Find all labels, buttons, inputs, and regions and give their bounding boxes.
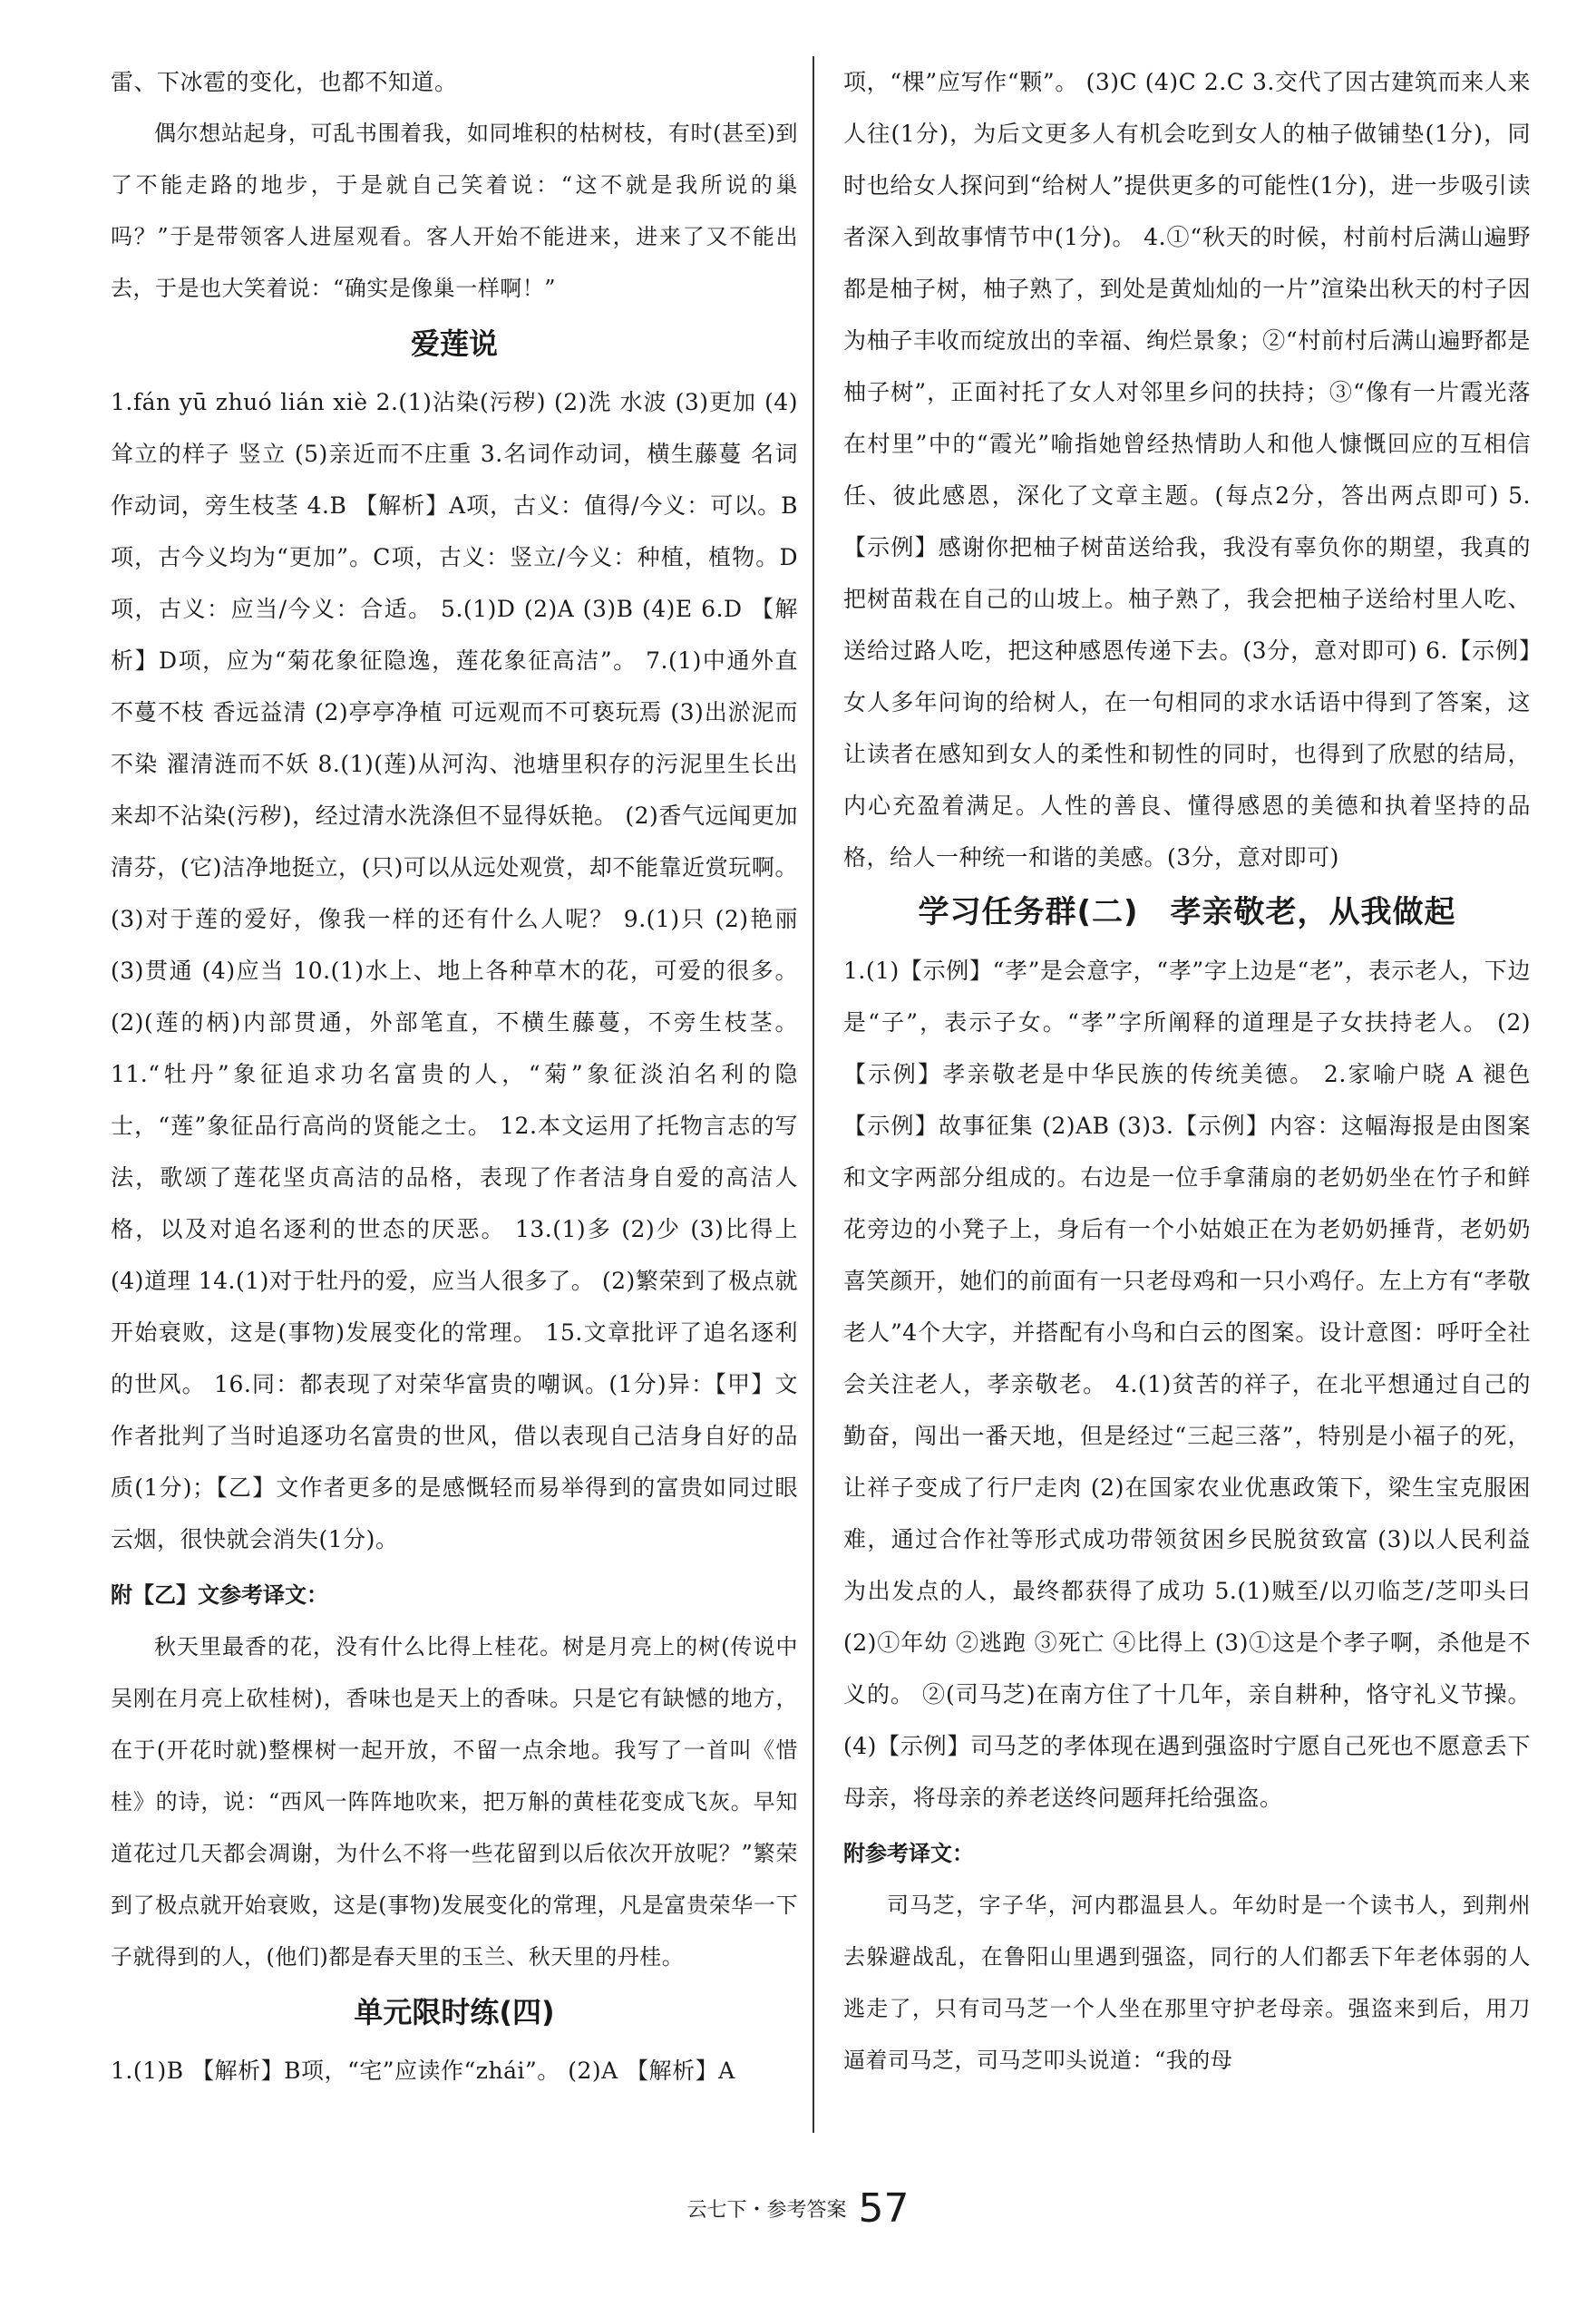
footer-label: 云七下・参考答案 [686,2199,847,2222]
answer-paragraph: 1.(1)B 【解析】B项，“宅”应读作“zhái”。 (2)A 【解析】A [111,2058,735,2084]
answer-paragraph: 1.fán yū zhuó lián xiè 2.(1)沾染(污秽) (2)洗 水波 (3)更加 (4)耸立的样子 竖立 (5)亲近而不庄重 3.名词作动词，横生藤蔓 名词作动词，旁生枝茎 4.B 【解析】A项，古义：值得/今义：可以。B项，古今义均为“更加”。C项，古义：竖立/今义：种植，植物。D项，古义：应当/今义：合适。 5.(1)D (2)A (3)B (4)E 6.D 【解析】D项，应为“菊花象征隐逸，莲花象征高洁”。 7.(1)中通外直 不蔓不枝 香远益清 (2)亭亭净植 可远观而不可亵玩焉 (3)出淤泥而不染 濯清涟而不妖 8.(1)(莲)从河沟、池塘里积存的污泥里生长出来却不沾染(污秽)，经过清水洗涤但不显得妖艳。 (2)香气远闻更加清芬，(它)洁净地挺立，(只)可以从远处观赏，却不能靠近赏玩啊。 (3)对于莲的爱好，像我一样的还有什么人呢？ 9.(1)只 (2)艳丽 (3)贯通 (4)应当 10.(1)水上、地上各种草木的花，可爱的很多。 (2)(莲的柄)内部贯通，外部笔直，不横生藤蔓，不旁生枝茎。 11.“牡丹”象征追求功名富贵的人，“菊”象征淡泊名利的隐士，“莲”象征品行高尚的贤能之士。 12.本文运用了托物言志的写法，歌颂了莲花坚贞高洁的品格，表现了作者洁身自爱的高洁人格，以及对追名逐利的世态的厌恶。 13.(1)多 (2)少 (3)比得上 (4)道理 14.(1)对于牡丹的爱，应当人很多了。 (2)繁荣到了极点就开始衰败，这是(事物)发展变化的常理。 15.文章批评了追名逐利的世风。 16.同：都表现了对荣华富贵的嘲讽。(1分)异：【甲】文作者批判了当时追逐功名富贵的世风，借以表现自己洁身自好的品质(1分)；【乙】文作者更多的是感慨轻而易举得到的富贵如同过眼云烟，很快就会消失(1分)。 [111,389,798,1552]
translation-paragraph: 偶尔想站起身，可乱书围着我，如同堆积的枯树枝，有时(甚至)到了不能走路的地步，于是就自己笑着说：“这不就是我所说的巢吗？”于是带领客人进屋观看。客人开始不能进来，进来了又不能出去，于是也大笑着说：“确实是像巢一样啊！” [111,121,798,301]
subheading-translation: 附【乙】文参考译文： [111,1582,328,1608]
left-column [111,56,798,2097]
page-footer [0,2185,1596,2232]
translation-paragraph: 司马芝，字子华，河内郡温县人。年幼时是一个读书人，到荆州去躲避战乱，在鲁阳山里遇到强盗，同行的人们都丢下年老体弱的人逃走了，只有司马芝一个人坐在那里守护老母亲。强盗来到后，用刀逼着司马芝，司马芝叩头说道：“我的母 [843,1892,1531,2073]
section-title-ailianshuo: 爱莲说 [410,326,498,361]
section-title-task-group: 学习任务群(二) 孝亲敬老，从我做起 [918,894,1456,930]
section-title-unit-test: 单元限时练(四) [354,1995,555,2029]
right-column [843,56,1531,2087]
column-divider [813,56,814,2133]
subheading-translation: 附参考译文： [843,1841,974,1866]
page-number: 57 [858,2185,910,2232]
answer-paragraph: 1.(1)【示例】“孝”是会意字，“孝”字上边是“老”，表示老人，下边是“子”，表示子女。“孝”字所阐释的道理是子女扶持老人。 (2)【示例】孝亲敬老是中华民族的传统美德。 2.家喻户晓 A 褪色 【示例】故事征集 (2)AB (3)3.【示例】内容：这幅海报是由图案和文字两部分组成的。右边是一位手拿蒲扇的老奶奶坐在竹子和鲜花旁边的小凳子上，身后有一个小姑娘正在为老奶奶捶背，老奶奶喜笑颜开，她们的前面有一只老母鸡和一只小鸡仔。左上方有“孝敬老人”4个大字，并搭配有小鸟和白云的图案。设计意图：呼吁全社会关注老人，孝亲敬老。 4.(1)贫苦的祥子，在北平想通过自己的勤奋，闯出一番天地，但是经过“三起三落”，特别是小福子的死，让祥子变成了行尸走肉 (2)在国家农业优惠政策下，梁生宝克服困难，通过合作社等形式成功带领贫困乡民脱贫致富 (3)以人民利益为出发点的人，最终都获得了成功 5.(1)贼至/以刃临芝/芝叩头曰 (2)①年幼 ②逃跑 ③死亡 ④比得上 (3)①这是个孝子啊，杀他是不义的。 ②(司马芝)在南方住了十几年，亲自耕种，恪守礼义节操。 (4)【示例】司马芝的孝体现在遇到强盗时宁愿自己死也不愿意丢下母亲，将母亲的养老送终问题拜托给强盗。 [843,958,1531,1811]
paragraph: 雷、下冰雹的变化，也都不知道。 [111,69,458,95]
answer-paragraph: 项，“棵”应写作“颗”。 (3)C (4)C 2.C 3.交代了因古建筑而来人来人往(1分)，为后文更多人有机会吃到女人的柚子做铺垫(1分)，同时也给女人探问到“给树人”提供更多的可能性(1分)，进一步吸引读者深入到故事情节中(1分)。 4.①“秋天的时候，村前村后满山遍野都是柚子树，柚子熟了，到处是黄灿灿的一片”渲染出秋天的村子因为柚子丰收而绽放出的幸福、绚烂景象；②“村前村后满山遍野都是柚子树”，正面衬托了女人对邻里乡问的扶持；③“像有一片霞光落在村里”中的“霞光”喻指她曾经热情助人和他人慷慨回应的互相信任、彼此感恩，深化了文章主题。(每点2分，答出两点即可) 5.【示例】感谢你把柚子树苗送给我，我没有辜负你的期望，我真的把树苗栽在自己的山坡上。柚子熟了，我会把柚子送给村里人吃、送给过路人吃，把这种感恩传递下去。(3分，意对即可) 6.【示例】女人多年问询的给树人，在一句相同的求水话语中得到了答案，这让读者在感知到女人的柔性和韧性的同时，也得到了欣慰的结局，内心充盈着满足。人性的善良、懂得感恩的美德和执着坚持的品格，给人一种统一和谐的美感。(3分，意对即可) [843,69,1531,871]
translation-paragraph: 秋天里最香的花，没有什么比得上桂花。树是月亮上的树(传说中吴刚在月亮上砍桂树)，香味也是天上的香味。只是它有缺憾的地方，在于(开花时就)整棵树一起开放，不留一点余地。我写了一首叫《惜桂》的诗，说：“西风一阵阵地吹来，把万斛的黄桂花变成飞灰。早知道花过几天都会凋谢，为什么不将一些花留到以后依次开放呢？”繁荣到了极点就开始衰败，这是(事物)发展变化的常理，凡是富贵荣华一下子就得到的人，(他们)都是春天里的玉兰、秋天里的丹桂。 [111,1634,798,1970]
